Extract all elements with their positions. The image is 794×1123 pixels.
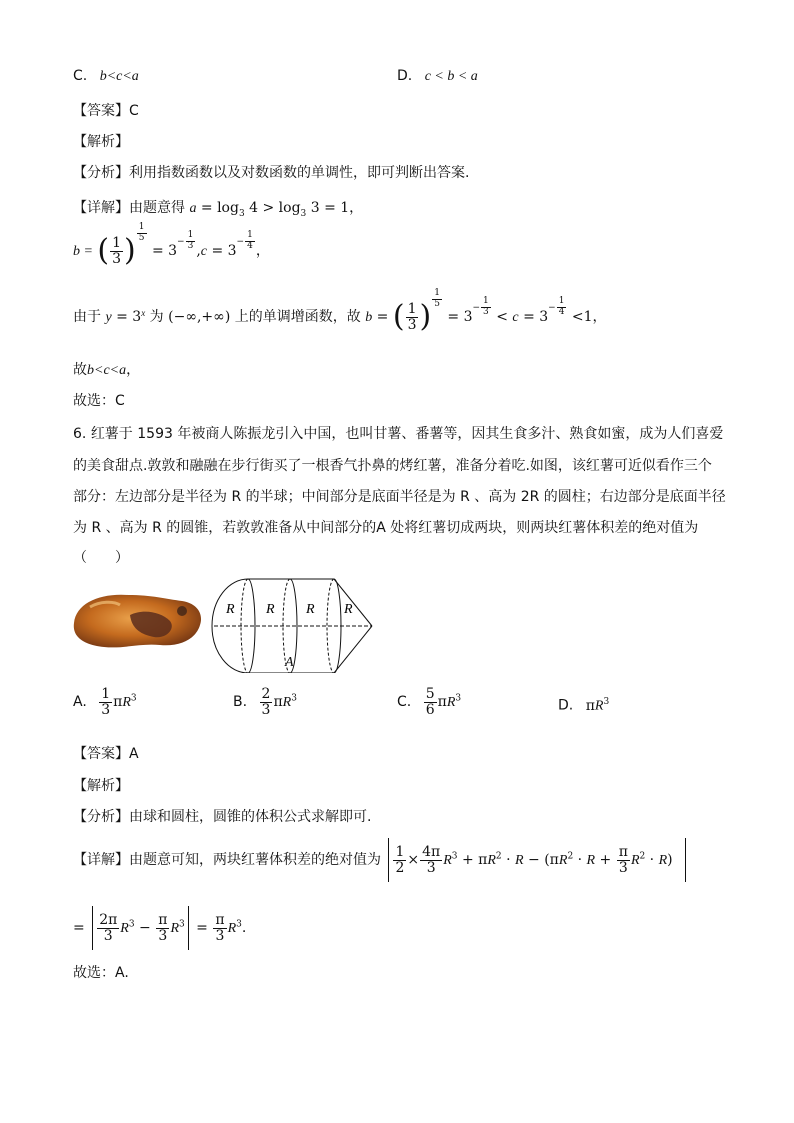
q6-answer: 【答案】A — [73, 746, 139, 762]
diagram-label-r4: R — [344, 602, 353, 617]
q6-option-c: C. $\frac{5}{6}$ $\pi R^3$ — [397, 686, 462, 718]
q5-detail-line2: b = ( $\frac{1}{3}$ ) $^{\frac{1}{5}}$ = $3^{- \frac{1}{3}}$ $,c = 3^{- \frac{1}{4}}$ ， — [73, 222, 270, 269]
q5-option-c: C. b<c<a — [73, 68, 139, 84]
q6-stem-line1: 6. 红薯于 1593 年被商人陈振龙引入中国，也叫甘薯、番薯等，因其生食多汁、熟食如蜜，成为人们喜爱 — [73, 426, 724, 442]
q5-detail-line3: 由于 $y = 3^x$ 为 (−∞,+∞) 上的单调增函数，故 b = ( $\frac{1}{3}$ ) $^{\frac{1}{5}}$ = $3^{- \frac{1}{3}}$ < $c = 3^{- \frac{1}{4}}$ <1， — [73, 288, 607, 335]
q5-analysis-tag: 【解析】 — [73, 134, 129, 150]
q6-detail-line2: = $\frac{2\pi}{3}$ $R^3$ − $\frac{\pi}{3}$ $R^3$ = $\frac{\pi}{3}$ $R^3$. — [73, 906, 246, 950]
q6-choose: 故选：A. — [73, 965, 129, 981]
q6-option-b: B. $\frac{2}{3}$ $\pi R^3$ — [233, 686, 297, 718]
q6-fenxi: 【分析】由球和圆柱，圆锥的体积公式求解即可. — [73, 809, 372, 825]
q6-stem-line3: 部分：左边部分是半径为 R 的半球；中间部分是底面半径是为 R 、高为 2R 的圆柱；右边部分是底面半径 — [73, 489, 726, 505]
q5-conclusion: 故b<c<a， — [73, 362, 141, 378]
q5-answer: 【答案】C — [73, 103, 139, 119]
q6-option-a: A. $\frac{1}{3}$ $\pi R^3$ — [73, 686, 137, 718]
diagram-label-r3: R — [306, 602, 315, 617]
diagram-point-a: A — [285, 655, 294, 670]
q5-detail-line1: 【详解】由题意得 $a = \log_3 4 > \log_3 3 = 1$， — [73, 200, 364, 219]
diagram-label-r1: R — [226, 602, 235, 617]
q6-analysis-tag: 【解析】 — [73, 778, 129, 794]
q5-option-d-text: c < b < a — [424, 69, 478, 84]
diagram-label-r2: R — [266, 602, 275, 617]
q6-detail-line1: 【详解】由题意可知，两块红薯体积差的绝对值为 $\frac{1}{2}$ × $\frac{4\pi}{3}$ $R^3 + \pi R^2 \cdot R - (\pi R^2 \cdot R$ + $\frac{\pi}{3}$ $R^2 \cdot R$) — [73, 838, 689, 882]
q5-option-d: D. c < b < a — [397, 68, 478, 84]
q6-bracket: （ ） — [73, 550, 129, 566]
q5-formula-a: $a = \log_3 4 > \log_3 3 = 1$， — [189, 200, 364, 219]
q5-option-c-text: b<c<a — [99, 69, 139, 84]
q5-fenxi: 【分析】利用指数函数以及对数函数的单调性，即可判断出答案. — [73, 165, 470, 181]
q5-choose: 故选：C — [73, 393, 125, 409]
q6-stem-line2: 的美食甜点.敦敦和融融在步行街买了一根香气扑鼻的烤红薯，准备分着吃.如图，该红薯可近似看作三个 — [73, 458, 712, 474]
sweet-potato-image — [70, 585, 206, 655]
q6-stem-line4: 为 R 、高为 R 的圆锥，若敦敦准备从中间部分的A 处将红薯切成两块，则两块红薯体积差的绝对值为 — [73, 520, 699, 536]
q6-option-d: D. $\pi R^3$ — [558, 697, 610, 714]
